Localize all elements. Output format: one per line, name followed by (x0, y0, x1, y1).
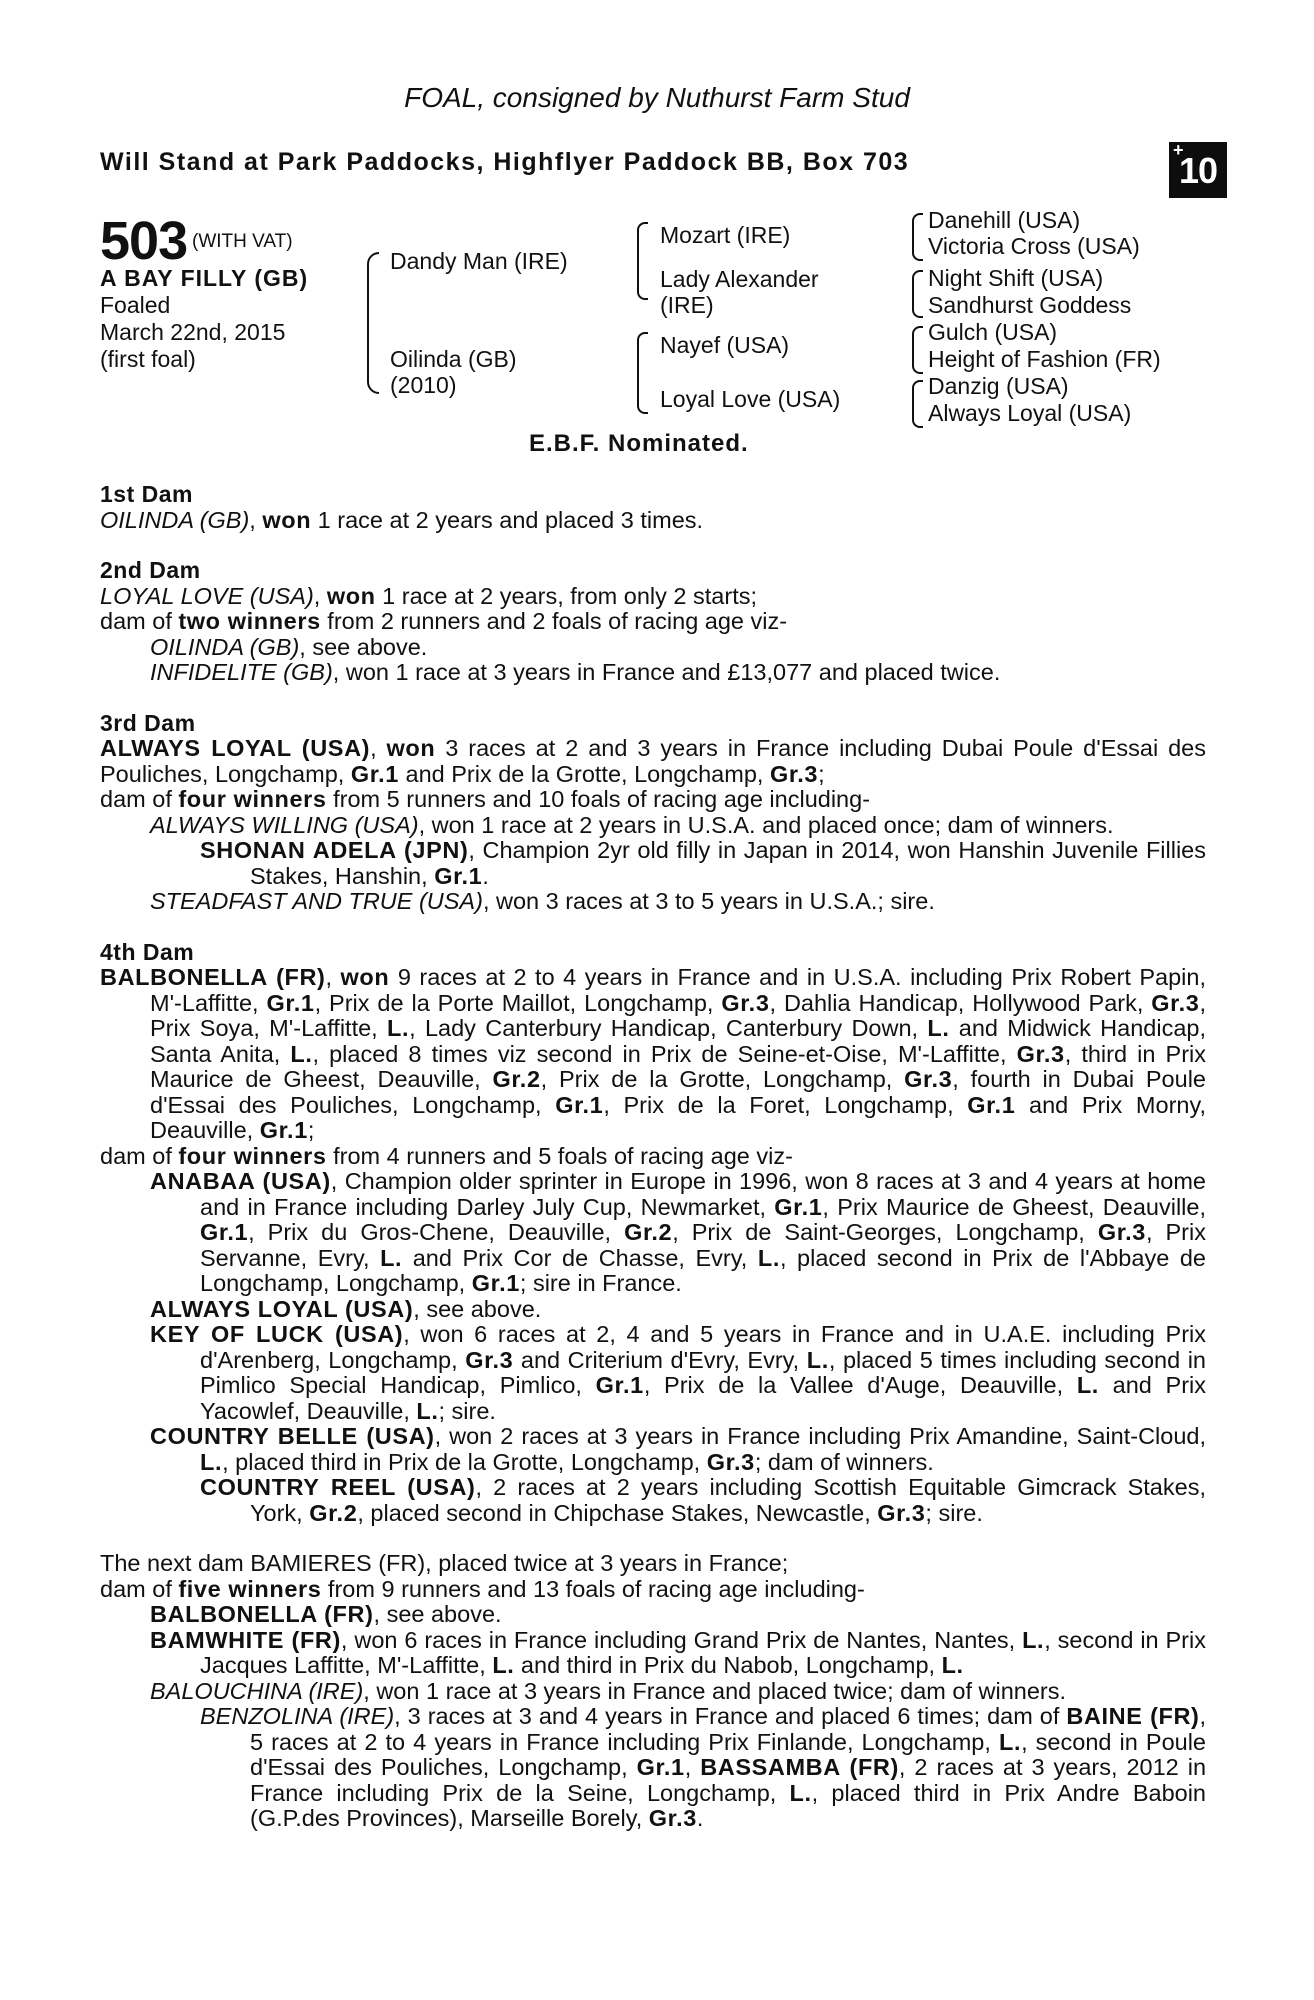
lot-description: A BAY FILLY (GB) (100, 265, 309, 291)
produce-entry (100, 1424, 1206, 1475)
produce-entry (100, 1704, 1206, 1832)
race-text: , Prix de la Foret, Longchamp, (603, 1091, 968, 1118)
dam2-name: LOYAL LOVE (USA) (100, 582, 314, 609)
winners-count: four winners (178, 1142, 327, 1169)
race-text: ; sire in France. (519, 1270, 682, 1296)
dam-sire: Nayef (USA) (660, 332, 790, 358)
pedigree-brace-sire (637, 222, 648, 300)
ss-sire: Danehill (USA) (928, 207, 1081, 233)
section-heading-4th-dam: 4th Dam (100, 938, 195, 965)
race-text: ; sire. (925, 1499, 983, 1526)
produce-name: COUNTRY REEL (USA) (200, 1474, 476, 1500)
produce-name: COUNTRY BELLE (USA) (150, 1423, 435, 1449)
pedigree-brace-ss (912, 213, 923, 261)
grade: Gr.1 (200, 1219, 249, 1245)
grade: L. (1076, 1372, 1099, 1398)
grade: Gr.3 (1097, 1219, 1146, 1245)
produce-entry (100, 838, 1206, 889)
race-text: , (684, 1754, 701, 1780)
dam4-dam-of (100, 1144, 1206, 1170)
produce-text: , won 1 race at 2 years in U.S.A. and placed once; dam of winners. (418, 811, 1114, 838)
foaled-label: Foaled (100, 292, 171, 318)
produce-text: , won 1 race at 3 years in France and placed twice; dam of winners. (363, 1677, 1067, 1704)
race-text: and Criterium d'Evry, Evry, (513, 1346, 807, 1373)
race-text: , 5 races at 2 to 4 years in France including Prix Finlande, Longchamp, (250, 1703, 1206, 1755)
dam-of-label: dam of (100, 608, 179, 634)
dam4-won: won (340, 964, 390, 990)
produce-name: SHONAN ADELA (JPN) (200, 837, 469, 863)
winners-count: five winners (178, 1575, 322, 1602)
race-text: , placed second in Chipchase Stakes, Newcastle, (357, 1499, 878, 1526)
ebf-nominated: E.B.F. Nominated. (529, 430, 749, 457)
dam4-record: BALBONELLA (FR), won 9 races at 2 to 4 years in France and in U.S.A. including Prix Robert Papin, M'-Laffitte, Gr.1, Prix de la Porte Maillot, Longchamp, Gr.3, Dahlia Handicap, Hollywood Park, Gr.3, Prix Soya, M'-Laffitte, L., Lady Canterbury Handicap, Canterbury Down, L. and Midwick Handicap, Santa Anita, L., placed 8 times viz second in Prix de Seine-et-Oise, M'-Laffitte, Gr.3, third in Prix Maurice de Gheest, Deauville, Gr.2, Prix de la Grotte, Longchamp, Gr.3, fourth in Dubai Poule d'Essai des Pouliches, Longchamp, Gr.1, Prix de la Foret, Longchamp, Gr.1 and Prix Morny, Deauville, Gr.1; (100, 964, 1207, 1143)
pedigree-brace-sd (912, 270, 923, 318)
produce-entry (100, 1169, 1206, 1297)
dam-dam: Loyal Love (USA) (660, 386, 841, 412)
dam3-dam-of (100, 787, 1206, 813)
produce-record (100, 482, 1206, 1832)
grade: Gr.1 (259, 1117, 308, 1143)
grade: L. (757, 1244, 780, 1271)
foal-note: (first foal) (100, 346, 196, 372)
dam-of-text: from 2 runners and 2 foals of racing age viz- (320, 608, 788, 634)
race-text: ; dam of winners. (754, 1448, 934, 1475)
grade: Gr.3 (904, 1066, 953, 1092)
grade: L. (998, 1728, 1022, 1755)
race-text: and Midwick Handicap, Santa Anita, (150, 1015, 1206, 1067)
race-text: , won 6 races at 2, 4 and 5 years in France and in U.A.E. including Prix d'Arenberg, Longchamp, (200, 1321, 1206, 1373)
race-text: , 2 races at 3 years, 2012 in France including Prix de la Seine, Longchamp, (250, 1754, 1207, 1806)
produce-name: BALOUCHINA (IRE) (150, 1677, 364, 1704)
dam2-dam-of (100, 609, 1206, 635)
grade: Gr.1 (434, 862, 483, 889)
race-text: and Prix Morny, Deauville, (150, 1091, 1207, 1143)
lot-number: 503 (100, 211, 188, 271)
produce-text: , see above. (373, 1601, 502, 1627)
dam3-name: ALWAYS LOYAL (USA) (100, 735, 371, 761)
lot-badge (1169, 142, 1227, 198)
produce-text: , see above. (299, 633, 428, 660)
produce-entry (100, 660, 1206, 686)
ss-dam: Victoria Cross (USA) (928, 233, 1140, 259)
produce-entry (100, 813, 1206, 839)
race-text: , Dahlia Handicap, Hollywood Park, (769, 989, 1152, 1016)
grade: L. (927, 1015, 950, 1041)
race-text: , 3 races at 3 and 4 years in France and placed 6 times; dam of (394, 1703, 1067, 1729)
sire: Dandy Man (IRE) (390, 248, 568, 274)
section-heading-1st-dam: 1st Dam (100, 481, 193, 507)
race-text: , won 6 races in France including Grand Prix de Nantes, Nantes, (340, 1626, 1023, 1653)
produce-name: STEADFAST AND TRUE (USA) (150, 888, 483, 914)
dd-sire: Danzig (USA) (928, 373, 1069, 399)
race-text: and third in Prix du Nabob, Longchamp, (514, 1652, 942, 1678)
dam-of-label: dam of (100, 786, 179, 812)
sire-dam: Lady Alexander (660, 266, 819, 292)
produce-name: OILINDA (GB) (150, 633, 300, 660)
dam1-name: OILINDA (GB) (100, 506, 250, 533)
dam-of-text: from 5 runners and 10 foals of racing age including- (326, 786, 871, 812)
produce-text: , won 1 race at 3 years in France and £13,077 and placed twice. (332, 659, 1001, 685)
section-heading-2nd-dam: 2nd Dam (100, 557, 201, 583)
pedigree-brace-dam (637, 332, 648, 414)
next-dam-dam-of (100, 1577, 1206, 1603)
grade: Gr.1 (471, 1270, 520, 1296)
produce-entry (100, 889, 1206, 915)
sd-sire: Night Shift (USA) (928, 265, 1104, 291)
produce-name: BASSAMBA (FR) (700, 1754, 899, 1780)
dam2-text: 1 race at 2 years, from only 2 starts; (375, 582, 758, 609)
produce-name: BENZOLINA (IRE) (200, 1703, 395, 1729)
dam1-won: won (262, 506, 312, 533)
grade: L. (416, 1397, 439, 1424)
race-text: , third in Prix Maurice de Gheest, Deauville, (150, 1040, 1206, 1092)
dam4-name: BALBONELLA (FR) (100, 964, 326, 990)
grade: L. (492, 1652, 515, 1678)
grade: Gr.1 (774, 1193, 823, 1220)
foaled-date: March 22nd, 2015 (100, 319, 286, 345)
produce-name: BALBONELLA (FR) (150, 1601, 374, 1627)
dam2-won: won (326, 582, 376, 609)
grade: L. (806, 1346, 829, 1373)
badge-plus: + (1173, 140, 1184, 160)
produce-entry (100, 1602, 1206, 1628)
produce-entry (100, 1297, 1206, 1323)
grade: Gr.1 (266, 989, 315, 1016)
dam-of-text: from 9 runners and 13 foals of racing age including- (321, 1575, 865, 1602)
race-text: ; sire. (438, 1397, 496, 1424)
sire-sire: Mozart (IRE) (660, 222, 791, 248)
dam-of-label: dam of (100, 1575, 179, 1602)
race-text: ; (307, 1117, 315, 1143)
produce-name: KEY OF LUCK (USA) (150, 1321, 404, 1347)
sd-dam: Sandhurst Goddess (928, 292, 1132, 318)
produce-entry (100, 1322, 1206, 1424)
race-text: , Prix de la Vallee d'Auge, Deauville, (643, 1372, 1077, 1398)
section-heading-3rd-dam: 3rd Dam (100, 709, 196, 736)
race-text: ; (818, 760, 825, 787)
grade: Gr.1 (967, 1091, 1016, 1118)
produce-entry (100, 635, 1206, 661)
race-text: , Prix Servanne, Evry, (200, 1219, 1206, 1271)
race-text: and Prix de la Grotte, Longchamp, (398, 760, 770, 787)
race-text: and Prix Cor de Chasse, Evry, (402, 1244, 758, 1271)
race-text: , Prix Maurice de Gheest, Deauville, (822, 1193, 1206, 1220)
dam: Oilinda (GB) (390, 346, 517, 372)
race-text: , placed third in Prix Andre Baboin (G.P.des Provinces), Marseille Borely, (250, 1779, 1206, 1831)
race-text: , Champion older sprinter in Europe in 1996, won 8 races at 3 and 4 years at home and in France including Darley July Cup, Newmarket, (200, 1168, 1206, 1220)
next-dam-intro: The next dam BAMIERES (FR), placed twice at 3 years in France; (100, 1550, 789, 1576)
grade: L. (200, 1448, 223, 1475)
dam3-won: won (386, 735, 436, 761)
grade: Gr.1 (636, 1754, 685, 1780)
race-text: , 2 races at 2 years including Scottish Equitable Gimcrack Stakes, York, (250, 1474, 1206, 1526)
grade: Gr.3 (769, 760, 819, 787)
race-text: , Prix de la Porte Maillot, Longchamp, (314, 989, 722, 1016)
race-text: , placed 8 times viz second in Prix de Seine-et-Oise, M'-Laffitte, (312, 1040, 1017, 1067)
badge-number: 10 (1178, 150, 1218, 191)
produce-text: , won 3 races at 3 to 5 years in U.S.A.; sire. (482, 888, 935, 914)
produce-name: ALWAYS LOYAL (USA) (150, 1295, 414, 1322)
produce-name: ALWAYS WILLING (USA) (150, 811, 419, 838)
race-text: , Prix de Saint-Georges, Longchamp, (672, 1219, 1098, 1245)
dam-of-text: from 4 runners and 5 foals of racing age viz- (326, 1142, 793, 1169)
grade: L. (380, 1244, 403, 1271)
grade: Gr.3 (1016, 1040, 1065, 1067)
dam1-text: 1 race at 2 years and placed 3 times. (311, 506, 704, 533)
dam1-record: OILINDA (GB), won 1 race at 2 years and placed 3 times. (100, 506, 704, 533)
grade: Gr.3 (706, 1448, 755, 1475)
produce-text: . (482, 862, 489, 889)
grade: Gr.2 (309, 1499, 358, 1526)
winners-count: four winners (178, 786, 327, 812)
grade: Gr.3 (465, 1346, 514, 1373)
grade: Gr.1 (595, 1372, 644, 1398)
dam-year: (2010) (390, 372, 457, 398)
grade: Gr.1 (555, 1091, 604, 1118)
race-text: , placed third in Prix de la Grotte, Longchamp, (222, 1448, 707, 1475)
winners-count: two winners (178, 608, 321, 634)
race-text: , placed second in Prix de l'Abbaye de Longchamp, Longchamp, (200, 1244, 1206, 1296)
vat-note: (WITH VAT) (192, 231, 293, 252)
grade: Gr.1 (350, 760, 399, 787)
sire-dam-origin: (IRE) (660, 292, 714, 318)
grade: Gr.2 (624, 1219, 673, 1245)
produce-entry (100, 1679, 1206, 1705)
grade: Gr.3 (877, 1499, 926, 1526)
grade: L. (1022, 1626, 1045, 1653)
grade: L. (789, 1779, 812, 1806)
grade: Gr.2 (492, 1066, 541, 1092)
pedigree-brace-main (367, 252, 379, 394)
race-text: , Prix Soya, M'-Laffitte, (150, 989, 1206, 1041)
ds-dam: Height of Fashion (FR) (928, 346, 1161, 372)
produce-name: BAMWHITE (FR) (150, 1626, 341, 1653)
dam-of-label: dam of (100, 1142, 179, 1169)
race-text: and Prix Yacowlef, Deauville, (200, 1372, 1207, 1424)
race-text: , won 2 races at 3 years in France including Prix Amandine, Saint-Cloud, (434, 1423, 1207, 1449)
grade: Gr.3 (648, 1805, 697, 1831)
grade: L. (941, 1652, 964, 1678)
race-text: 9 races at 2 to 4 years in France and in U.S.A. including Prix Robert Papin, M'-Laffitte, (150, 964, 1206, 1016)
consignor-line: FOAL, consigned by Nuthurst Farm Stud (404, 82, 910, 113)
race-text: , Prix du Gros-Chene, Deauville, (248, 1219, 625, 1245)
dam2-record: LOYAL LOVE (USA), won 1 race at 2 years, from only 2 starts; (100, 582, 758, 609)
dd-dam: Always Loyal (USA) (928, 400, 1132, 426)
produce-name: INFIDELITE (GB) (150, 659, 333, 685)
race-text: , placed 5 times including second in Pimlico Special Handicap, Pimlico, (200, 1346, 1206, 1398)
produce-entry (100, 1628, 1206, 1679)
produce-text: , see above. (413, 1295, 542, 1322)
race-text: , Lady Canterbury Handicap, Canterbury Down, (409, 1015, 928, 1041)
pedigree-brace-dd (912, 380, 923, 428)
produce-entry (100, 1475, 1206, 1526)
race-text: , second in Poule d'Essai des Pouliches, Longchamp, (250, 1728, 1207, 1780)
grade: L. (387, 1015, 410, 1041)
stand-location: Will Stand at Park Paddocks, Highflyer Paddock BB, Box 703 (100, 148, 910, 176)
ds-sire: Gulch (USA) (928, 319, 1058, 345)
pedigree-brace-ds (912, 326, 923, 374)
produce-text: , Champion 2yr old filly in Japan in 2014, won Hanshin Juvenile Fillies Stakes, Hanshin, (250, 837, 1206, 889)
grade: L. (290, 1040, 313, 1067)
race-text: , fourth in Dubai Poule d'Essai des Pouliches, Longchamp, (150, 1066, 1206, 1118)
race-text: , second in Prix Jacques Laffitte, M'-Laffitte, (200, 1626, 1206, 1678)
dam3-record: ALWAYS LOYAL (USA), won 3 races at 2 and 3 years in France including Dubai Poule d'Essai des Pouliches, Longchamp, Gr.1 and Prix de la Grotte, Longchamp, Gr.3; (100, 735, 1206, 787)
race-text: . (696, 1805, 704, 1831)
grade: Gr.3 (721, 989, 770, 1016)
produce-name: BAINE (FR) (1066, 1703, 1200, 1729)
produce-name: ANABAA (USA) (150, 1168, 331, 1194)
grade: Gr.3 (1151, 989, 1200, 1016)
race-text: 3 races at 2 and 3 years in France including Dubai Poule d'Essai des Pouliches, Longchamp, (100, 735, 1206, 787)
race-text: , Prix de la Grotte, Longchamp, (540, 1066, 905, 1092)
